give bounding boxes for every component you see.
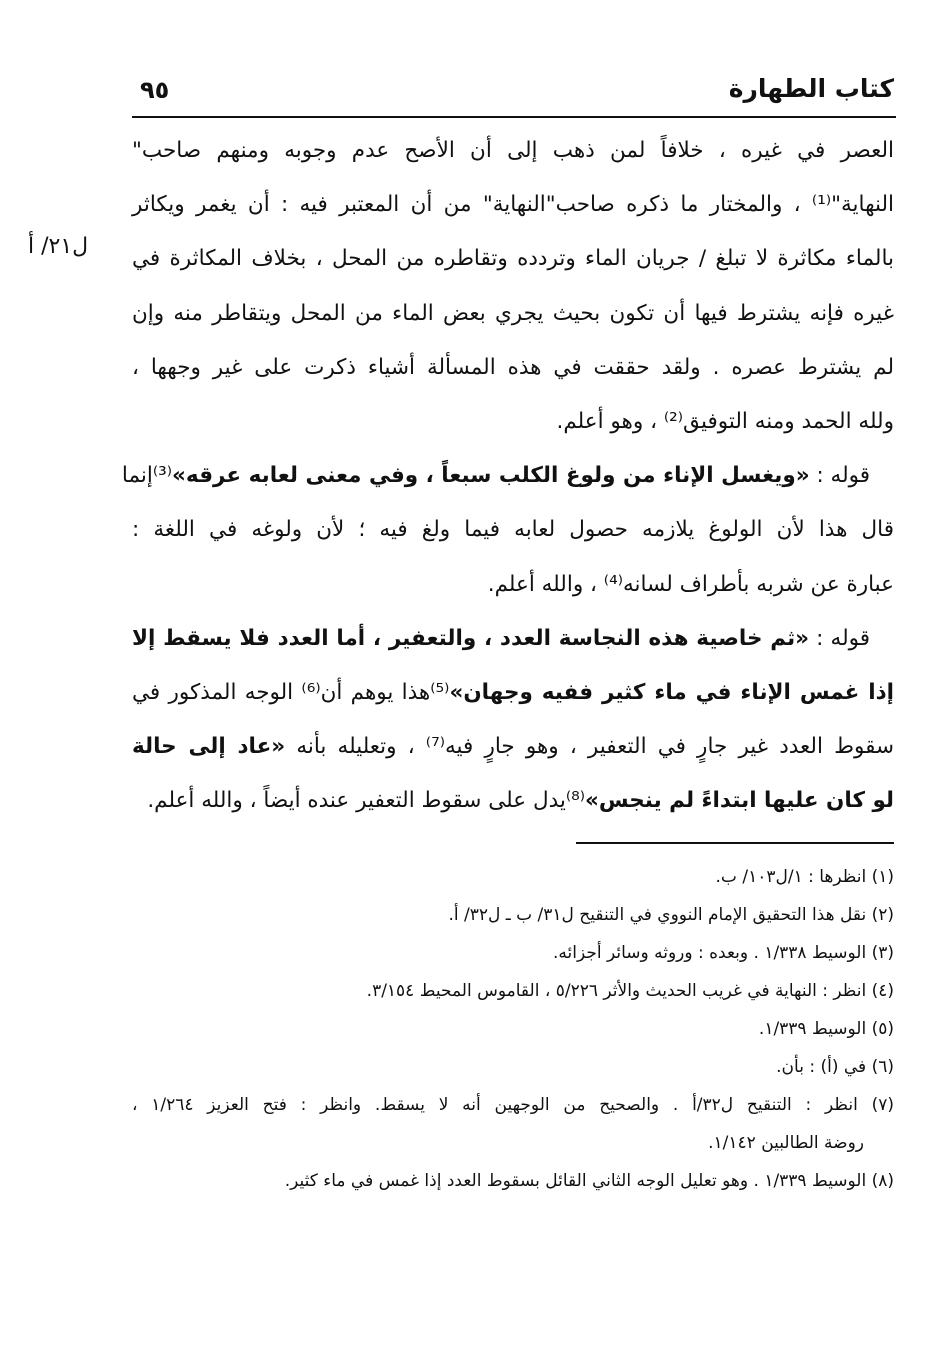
footnote: (٤) انظر : النهاية في غريب الحديث والأثر ٥/٢٢٦ ، القاموس المحيط ٣/١٥٤. <box>366 981 894 1001</box>
quoted-passage: «ويغسل الإناء من ولوغ الكلب سبعاً ، وفي معنى لعابه عرقه» <box>172 463 810 489</box>
footnote-divider <box>576 842 894 844</box>
quote-lead: قوله : <box>809 625 871 651</box>
text-line <box>132 612 894 666</box>
page-header <box>132 74 894 114</box>
footnote: (٦) في (أ) : بأن. <box>776 1057 894 1077</box>
footnote: (٨) الوسيط ١/٣٣٩ . وهو تعليل الوجه الثاني القائل بسقوط العدد إذا غمس في ماء كثير. <box>284 1171 894 1191</box>
footnote: (٣) الوسيط ١/٣٣٨ . وبعده : وروثه وسائر أجزائه. <box>552 943 894 963</box>
text-line: ولله الحمد ومنه التوفيق⁽²⁾ ، وهو أعلم. <box>556 408 894 434</box>
text-line <box>132 720 894 774</box>
quoted-passage: «عاد إلى حالة <box>132 734 286 760</box>
manuscript-folio-marker: ل٢١/ أ <box>28 234 89 259</box>
text-segment: ⁽⁵⁾هذا يوهم أن⁽⁶⁾ الوجه المذكور في <box>132 679 450 705</box>
text-line <box>132 666 894 720</box>
footnote: (١) انظرها : ١/ل١٠٣/ ب. <box>715 867 894 887</box>
page-number: ٩٥ <box>140 76 170 104</box>
header-divider <box>132 116 896 118</box>
quoted-passage: لو كان عليها ابتداءً لم ينجس» <box>585 788 894 814</box>
text-line <box>121 449 894 503</box>
chapter-title: كتاب الطهارة <box>728 74 894 103</box>
text-line: العصر في غيره ، خلافاً لمن ذهب إلى أن الأصح عدم وجوبه ومنهم صاحب" <box>132 138 894 163</box>
footnote: (٥) الوسيط ١/٣٣٩. <box>758 1019 894 1039</box>
footnote: (٢) نقل هذا التحقيق الإمام النووي في التنقيح ل٣١/ ب ـ ل٣٢/ أ. <box>448 905 894 925</box>
footnotes <box>132 858 894 1200</box>
footnote: (٧) انظر : التنقيح ل٣٢/أ . والصحيح من الوجهين أنه لا يسقط. وانظر : فتح العزيز ١/٢٦٤ ، <box>132 1095 895 1115</box>
text-line: بالماء مكاثرة لا تبلغ / جريان الماء وتردده وتقاطره من المحل ، بخلاف المكاثرة في <box>132 246 894 272</box>
text-line: النهاية"⁽¹⁾ ، والمختار ما ذكره صاحب"النهاية" من أن المعتبر فيه : أن يغمر ويكاثر <box>132 192 894 218</box>
text-line: عبارة عن شربه بأطراف لسانه⁽⁴⁾ ، والله أعلم. <box>487 571 894 597</box>
text-line: غيره فإنه يشترط فيها أن تكون بحيث يجري بعض الماء من المحل ويتقاطر منه وإن <box>132 300 894 326</box>
text-segment: ⁽³⁾إنما <box>121 463 173 489</box>
text-segment: سقوط العدد غير جارٍ في التعفير ، وهو جارٍ فيه⁽⁷⁾ ، وتعليله بأنه <box>285 734 894 760</box>
footnote-continuation: روضة الطالبين ١/١٤٢. <box>708 1133 864 1153</box>
quoted-passage: «ثم خاصية هذه النجاسة العدد ، والتعفير ، أما العدد فلا يسقط إلا <box>132 625 810 651</box>
quoted-passage: إذا غمس الإناء في ماء كثير ففيه وجهان» <box>449 679 895 705</box>
text-segment: ⁽⁸⁾يدل على سقوط التعفير عنده أيضاً ، والله أعلم. <box>147 788 586 814</box>
main-text <box>121 124 895 828</box>
text-line: لم يشترط عصره . ولقد حققت في هذه المسألة أشياء ذكرت على غير وجهها ، <box>132 354 894 380</box>
quote-lead: قوله : <box>809 463 870 489</box>
text-line <box>132 774 894 828</box>
text-line: قال هذا لأن الولوغ يلازمه حصول لعابه فيما ولغ فيه ؛ لأن ولوغه في اللغة : <box>132 517 894 543</box>
